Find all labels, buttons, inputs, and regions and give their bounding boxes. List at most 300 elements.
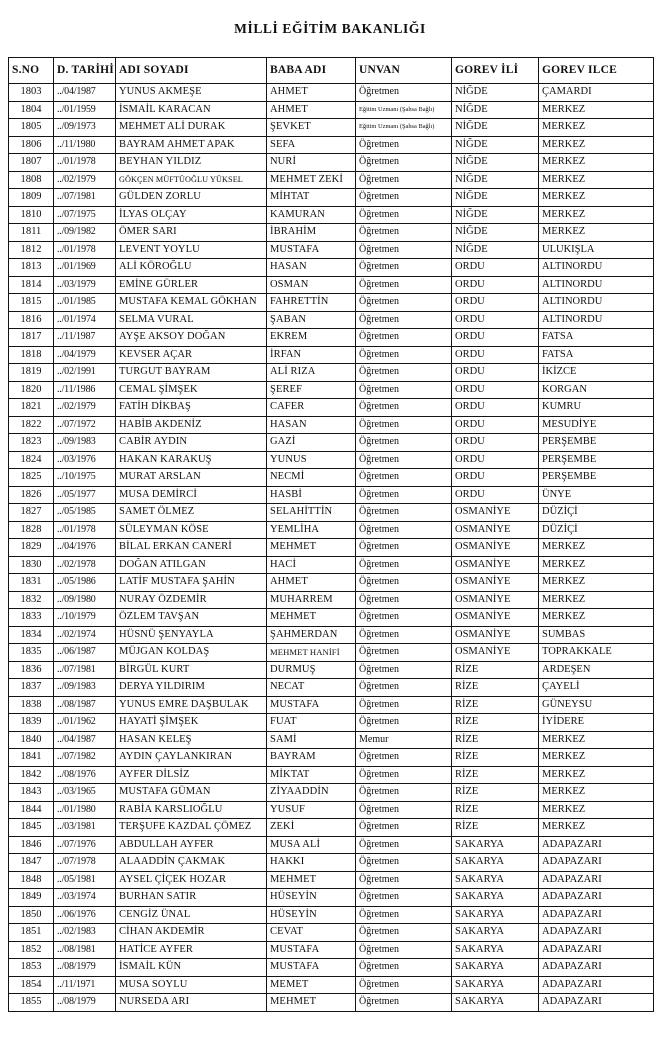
column-header-serial-no: S.NO [9,58,54,84]
cell-serial-no: 1826 [9,486,54,504]
table-row [9,469,654,487]
cell-title: Öğretmen [356,171,452,189]
cell-full-name: BURHAN SATIR [116,889,267,907]
cell-father-name: İRFAN [267,346,356,364]
cell-serial-no: 1824 [9,451,54,469]
cell-full-name: ALİ KÖROĞLU [116,259,267,277]
cell-birth-date: ../11/1980 [54,136,116,154]
cell-serial-no: 1818 [9,346,54,364]
cell-title: Öğretmen [356,504,452,522]
cell-birth-date: ../07/1981 [54,661,116,679]
cell-title: Öğretmen [356,801,452,819]
cell-district: ARDEŞEN [539,661,654,679]
cell-title: Öğretmen [356,661,452,679]
cell-district: ULUKIŞLA [539,241,654,259]
cell-birth-date: ../03/1965 [54,784,116,802]
cell-title: Öğretmen [356,766,452,784]
cell-title: Öğretmen [356,714,452,732]
cell-serial-no: 1822 [9,416,54,434]
cell-province: ORDU [452,259,539,277]
cell-province: SAKARYA [452,836,539,854]
cell-title: Öğretmen [356,889,452,907]
cell-full-name: TERŞUFE KAZDAL ÇÖMEZ [116,819,267,837]
cell-birth-date: ../07/1975 [54,206,116,224]
cell-full-name: NURSEDA ARI [116,994,267,1012]
cell-full-name: AYŞE AKSOY DOĞAN [116,329,267,347]
cell-title: Öğretmen [356,784,452,802]
table-row [9,679,654,697]
cell-province: OSMANİYE [452,539,539,557]
cell-full-name: AYDIN ÇAYLANKIRAN [116,749,267,767]
cell-birth-date: ../01/1978 [54,521,116,539]
cell-birth-date: ../07/1982 [54,749,116,767]
cell-father-name: ŞEREF [267,381,356,399]
column-header-title: UNVAN [356,58,452,84]
table-row [9,976,654,994]
cell-title: Öğretmen [356,959,452,977]
cell-full-name: SELMA VURAL [116,311,267,329]
cell-title: Öğretmen [356,434,452,452]
cell-birth-date: ../04/1987 [54,731,116,749]
cell-serial-no: 1834 [9,626,54,644]
cell-father-name: AHMET [267,84,356,102]
cell-father-name: HAKKI [267,854,356,872]
cell-full-name: BİLAL ERKAN CANERİ [116,539,267,557]
cell-birth-date: ../05/1977 [54,486,116,504]
cell-district: MERKEZ [539,101,654,119]
cell-father-name: SEFA [267,136,356,154]
table-row [9,276,654,294]
cell-province: RİZE [452,731,539,749]
cell-serial-no: 1807 [9,154,54,172]
table-row [9,189,654,207]
cell-title: Öğretmen [356,871,452,889]
cell-title: Öğretmen [356,416,452,434]
cell-birth-date: ../01/1980 [54,801,116,819]
cell-serial-no: 1839 [9,714,54,732]
cell-district: ADAPAZARI [539,906,654,924]
cell-province: RİZE [452,679,539,697]
cell-father-name: YUSUF [267,801,356,819]
cell-full-name: MUSTAFA GÜMAN [116,784,267,802]
cell-title: Öğretmen [356,241,452,259]
cell-district: PERŞEMBE [539,451,654,469]
cell-birth-date: ../07/1981 [54,189,116,207]
cell-title: Öğretmen [356,591,452,609]
cell-father-name: FAHRETTİN [267,294,356,312]
cell-birth-date: ../03/1979 [54,276,116,294]
table-row [9,959,654,977]
cell-birth-date: ../01/1969 [54,259,116,277]
table-row [9,101,654,119]
cell-province: ORDU [452,434,539,452]
table-row [9,714,654,732]
column-header-province: GOREV İLİ [452,58,539,84]
cell-serial-no: 1854 [9,976,54,994]
cell-birth-date: ../05/1981 [54,871,116,889]
cell-province: ORDU [452,451,539,469]
cell-father-name: ALİ RIZA [267,364,356,382]
cell-serial-no: 1810 [9,206,54,224]
cell-serial-no: 1847 [9,854,54,872]
cell-title: Öğretmen [356,84,452,102]
cell-province: NİĞDE [452,136,539,154]
cell-province: OSMANİYE [452,521,539,539]
cell-title: Öğretmen [356,381,452,399]
cell-serial-no: 1851 [9,924,54,942]
cell-province: SAKARYA [452,871,539,889]
cell-province: NİĞDE [452,119,539,137]
cell-province: OSMANİYE [452,504,539,522]
table-row [9,591,654,609]
table-row [9,381,654,399]
cell-province: OSMANİYE [452,626,539,644]
cell-district: ADAPAZARI [539,871,654,889]
cell-province: OSMANİYE [452,556,539,574]
cell-province: RİZE [452,696,539,714]
cell-father-name: MEHMET [267,871,356,889]
cell-full-name: BİRGÜL KURT [116,661,267,679]
cell-district: MERKEZ [539,171,654,189]
cell-father-name: ZİYAADDİN [267,784,356,802]
cell-father-name: NURİ [267,154,356,172]
cell-district: ADAPAZARI [539,924,654,942]
cell-title: Öğretmen [356,451,452,469]
cell-serial-no: 1843 [9,784,54,802]
cell-father-name: ŞABAN [267,311,356,329]
cell-province: OSMANİYE [452,574,539,592]
cell-full-name: MUSA DEMİRCİ [116,486,267,504]
table-header [9,58,654,84]
cell-full-name: BEYHAN YILDIZ [116,154,267,172]
cell-father-name: MİKTAT [267,766,356,784]
cell-serial-no: 1820 [9,381,54,399]
cell-birth-date: ../01/1978 [54,241,116,259]
cell-district: FATSA [539,329,654,347]
cell-province: RİZE [452,784,539,802]
cell-full-name: YUNUS EMRE DAŞBULAK [116,696,267,714]
table-row [9,399,654,417]
cell-title: Öğretmen [356,556,452,574]
cell-serial-no: 1853 [9,959,54,977]
cell-district: ALTINORDU [539,276,654,294]
cell-father-name: KAMURAN [267,206,356,224]
cell-title: Öğretmen [356,941,452,959]
cell-full-name: CİHAN AKDEMİR [116,924,267,942]
cell-birth-date: ../06/1976 [54,906,116,924]
table-row [9,889,654,907]
table-row [9,661,654,679]
cell-birth-date: ../06/1987 [54,644,116,662]
cell-birth-date: ../03/1974 [54,889,116,907]
cell-title: Öğretmen [356,609,452,627]
cell-father-name: MUSTAFA [267,941,356,959]
cell-district: MERKEZ [539,801,654,819]
cell-father-name: NECMİ [267,469,356,487]
cell-province: ORDU [452,329,539,347]
cell-province: OSMANİYE [452,609,539,627]
cell-full-name: BAYRAM AHMET APAK [116,136,267,154]
cell-full-name: HAYATİ ŞİMŞEK [116,714,267,732]
cell-full-name: AYFER DİLSİZ [116,766,267,784]
cell-district: DÜZİÇİ [539,521,654,539]
cell-full-name: CABİR AYDIN [116,434,267,452]
cell-serial-no: 1833 [9,609,54,627]
cell-full-name: MÜJGAN KOLDAŞ [116,644,267,662]
table-row [9,521,654,539]
cell-father-name: ZEKİ [267,819,356,837]
cell-father-name: DURMUŞ [267,661,356,679]
cell-district: ADAPAZARI [539,836,654,854]
cell-province: ORDU [452,311,539,329]
cell-father-name: SAMİ [267,731,356,749]
cell-father-name: CEVAT [267,924,356,942]
cell-birth-date: ../07/1976 [54,836,116,854]
table-row [9,941,654,959]
cell-full-name: TURGUT BAYRAM [116,364,267,382]
table-row [9,206,654,224]
cell-full-name: HÜSNÜ ŞENYAYLA [116,626,267,644]
cell-serial-no: 1811 [9,224,54,242]
cell-full-name: DOĞAN ATILGAN [116,556,267,574]
cell-province: RİZE [452,801,539,819]
table-row [9,84,654,102]
cell-full-name: HAKAN KARAKUŞ [116,451,267,469]
cell-title: Öğretmen [356,679,452,697]
cell-title: Öğretmen [356,749,452,767]
cell-district: ADAPAZARI [539,889,654,907]
cell-province: RİZE [452,749,539,767]
column-header-birth-date: D. TARİHİ [54,58,116,84]
table-row [9,609,654,627]
cell-province: ORDU [452,276,539,294]
table-row [9,539,654,557]
cell-province: OSMANİYE [452,644,539,662]
cell-serial-no: 1823 [9,434,54,452]
cell-district: MERKEZ [539,609,654,627]
cell-title: Öğretmen [356,294,452,312]
cell-birth-date: ../09/1983 [54,679,116,697]
cell-title: Eğitim Uzmanı (Şahsa Bağlı) [356,119,452,137]
cell-title: Öğretmen [356,311,452,329]
cell-serial-no: 1815 [9,294,54,312]
cell-father-name: MEHMET [267,994,356,1012]
cell-father-name: MUSTAFA [267,696,356,714]
cell-birth-date: ../08/1976 [54,766,116,784]
cell-province: ORDU [452,486,539,504]
cell-serial-no: 1827 [9,504,54,522]
cell-title: Öğretmen [356,469,452,487]
cell-district: MERKEZ [539,206,654,224]
cell-serial-no: 1855 [9,994,54,1012]
cell-district: MERKEZ [539,189,654,207]
cell-birth-date: ../10/1975 [54,469,116,487]
cell-province: SAKARYA [452,959,539,977]
cell-birth-date: ../02/1983 [54,924,116,942]
cell-province: NİĞDE [452,101,539,119]
cell-province: RİZE [452,766,539,784]
cell-birth-date: ../05/1986 [54,574,116,592]
cell-title: Öğretmen [356,819,452,837]
cell-full-name: HASAN KELEŞ [116,731,267,749]
cell-full-name: RABİA KARSLIOĞLU [116,801,267,819]
column-header-father-name: BABA ADI [267,58,356,84]
cell-province: OSMANİYE [452,591,539,609]
table-row [9,416,654,434]
cell-serial-no: 1849 [9,889,54,907]
cell-province: ORDU [452,381,539,399]
cell-full-name: YUNUS AKMEŞE [116,84,267,102]
cell-serial-no: 1829 [9,539,54,557]
table-row [9,819,654,837]
cell-serial-no: 1841 [9,749,54,767]
cell-province: SAKARYA [452,889,539,907]
cell-birth-date: ../04/1979 [54,346,116,364]
cell-birth-date: ../09/1982 [54,224,116,242]
cell-father-name: YEMLİHA [267,521,356,539]
cell-full-name: İSMAİL KÜN [116,959,267,977]
cell-father-name: FUAT [267,714,356,732]
table-row [9,434,654,452]
cell-father-name: CAFER [267,399,356,417]
cell-serial-no: 1837 [9,679,54,697]
table-row [9,644,654,662]
cell-serial-no: 1806 [9,136,54,154]
cell-district: MERKEZ [539,224,654,242]
cell-title: Öğretmen [356,154,452,172]
cell-district: DÜZİÇİ [539,504,654,522]
cell-father-name: MUHARREM [267,591,356,609]
cell-serial-no: 1804 [9,101,54,119]
cell-district: MERKEZ [539,749,654,767]
table-row [9,294,654,312]
cell-district: KUMRU [539,399,654,417]
cell-title: Öğretmen [356,976,452,994]
table-row [9,224,654,242]
cell-birth-date: ../01/1959 [54,101,116,119]
cell-full-name: MUSA SOYLU [116,976,267,994]
cell-full-name: SAMET ÖLMEZ [116,504,267,522]
cell-serial-no: 1852 [9,941,54,959]
cell-full-name: ÖMER SARI [116,224,267,242]
cell-district: MERKEZ [539,591,654,609]
cell-province: NİĞDE [452,154,539,172]
table-row [9,836,654,854]
cell-title: Öğretmen [356,329,452,347]
cell-title: Öğretmen [356,696,452,714]
cell-full-name: CEMAL ŞİMŞEK [116,381,267,399]
cell-birth-date: ../07/1978 [54,854,116,872]
table-row [9,241,654,259]
cell-birth-date: ../08/1987 [54,696,116,714]
cell-district: MERKEZ [539,766,654,784]
cell-serial-no: 1831 [9,574,54,592]
cell-district: ALTINORDU [539,294,654,312]
cell-serial-no: 1808 [9,171,54,189]
cell-serial-no: 1805 [9,119,54,137]
cell-full-name: AYSEL ÇİÇEK HOZAR [116,871,267,889]
cell-full-name: İSMAİL KARACAN [116,101,267,119]
cell-province: NİĞDE [452,171,539,189]
cell-title: Öğretmen [356,486,452,504]
cell-serial-no: 1842 [9,766,54,784]
cell-title: Öğretmen [356,626,452,644]
cell-full-name: NURAY ÖZDEMİR [116,591,267,609]
cell-serial-no: 1840 [9,731,54,749]
cell-father-name: ŞEVKET [267,119,356,137]
cell-title: Öğretmen [356,539,452,557]
cell-province: SAKARYA [452,906,539,924]
table-row [9,364,654,382]
table-row [9,504,654,522]
cell-full-name: İLYAS OLÇAY [116,206,267,224]
cell-district: MERKEZ [539,119,654,137]
cell-title: Öğretmen [356,854,452,872]
cell-district: MERKEZ [539,819,654,837]
table-row [9,311,654,329]
cell-serial-no: 1817 [9,329,54,347]
cell-full-name: EMİNE GÜRLER [116,276,267,294]
cell-title: Öğretmen [356,924,452,942]
cell-father-name: HASAN [267,416,356,434]
table-row [9,329,654,347]
cell-birth-date: ../09/1973 [54,119,116,137]
cell-serial-no: 1809 [9,189,54,207]
cell-district: MERKEZ [539,539,654,557]
cell-serial-no: 1836 [9,661,54,679]
cell-province: NİĞDE [452,241,539,259]
table-row [9,626,654,644]
cell-father-name: MEHMET HANİFİ [267,644,356,662]
cell-birth-date: ../01/1985 [54,294,116,312]
cell-province: ORDU [452,346,539,364]
cell-district: PERŞEMBE [539,434,654,452]
cell-province: SAKARYA [452,976,539,994]
table-row [9,906,654,924]
header-row [9,58,654,84]
table-row [9,451,654,469]
cell-province: SAKARYA [452,924,539,942]
cell-district: SUMBAS [539,626,654,644]
cell-serial-no: 1803 [9,84,54,102]
cell-birth-date: ../09/1983 [54,434,116,452]
cell-district: ADAPAZARI [539,941,654,959]
cell-district: ÜNYE [539,486,654,504]
cell-father-name: MEHMET ZEKİ [267,171,356,189]
cell-serial-no: 1848 [9,871,54,889]
cell-title: Öğretmen [356,259,452,277]
cell-birth-date: ../04/1987 [54,84,116,102]
cell-title: Öğretmen [356,574,452,592]
cell-birth-date: ../08/1979 [54,994,116,1012]
cell-full-name: MEHMET ALİ DURAK [116,119,267,137]
cell-title: Öğretmen [356,224,452,242]
cell-serial-no: 1816 [9,311,54,329]
cell-father-name: MİHTAT [267,189,356,207]
cell-title: Öğretmen [356,644,452,662]
cell-title: Eğitim Uzmanı (Şahsa Bağlı) [356,101,452,119]
column-header-district: GOREV ILCE [539,58,654,84]
cell-birth-date: ../01/1978 [54,154,116,172]
cell-serial-no: 1846 [9,836,54,854]
cell-serial-no: 1845 [9,819,54,837]
cell-full-name: GÖKÇEN MÜFTÜOĞLU YÜKSEL [116,171,267,189]
cell-birth-date: ../05/1985 [54,504,116,522]
cell-serial-no: 1850 [9,906,54,924]
table-row [9,119,654,137]
cell-title: Öğretmen [356,206,452,224]
cell-district: ALTINORDU [539,311,654,329]
